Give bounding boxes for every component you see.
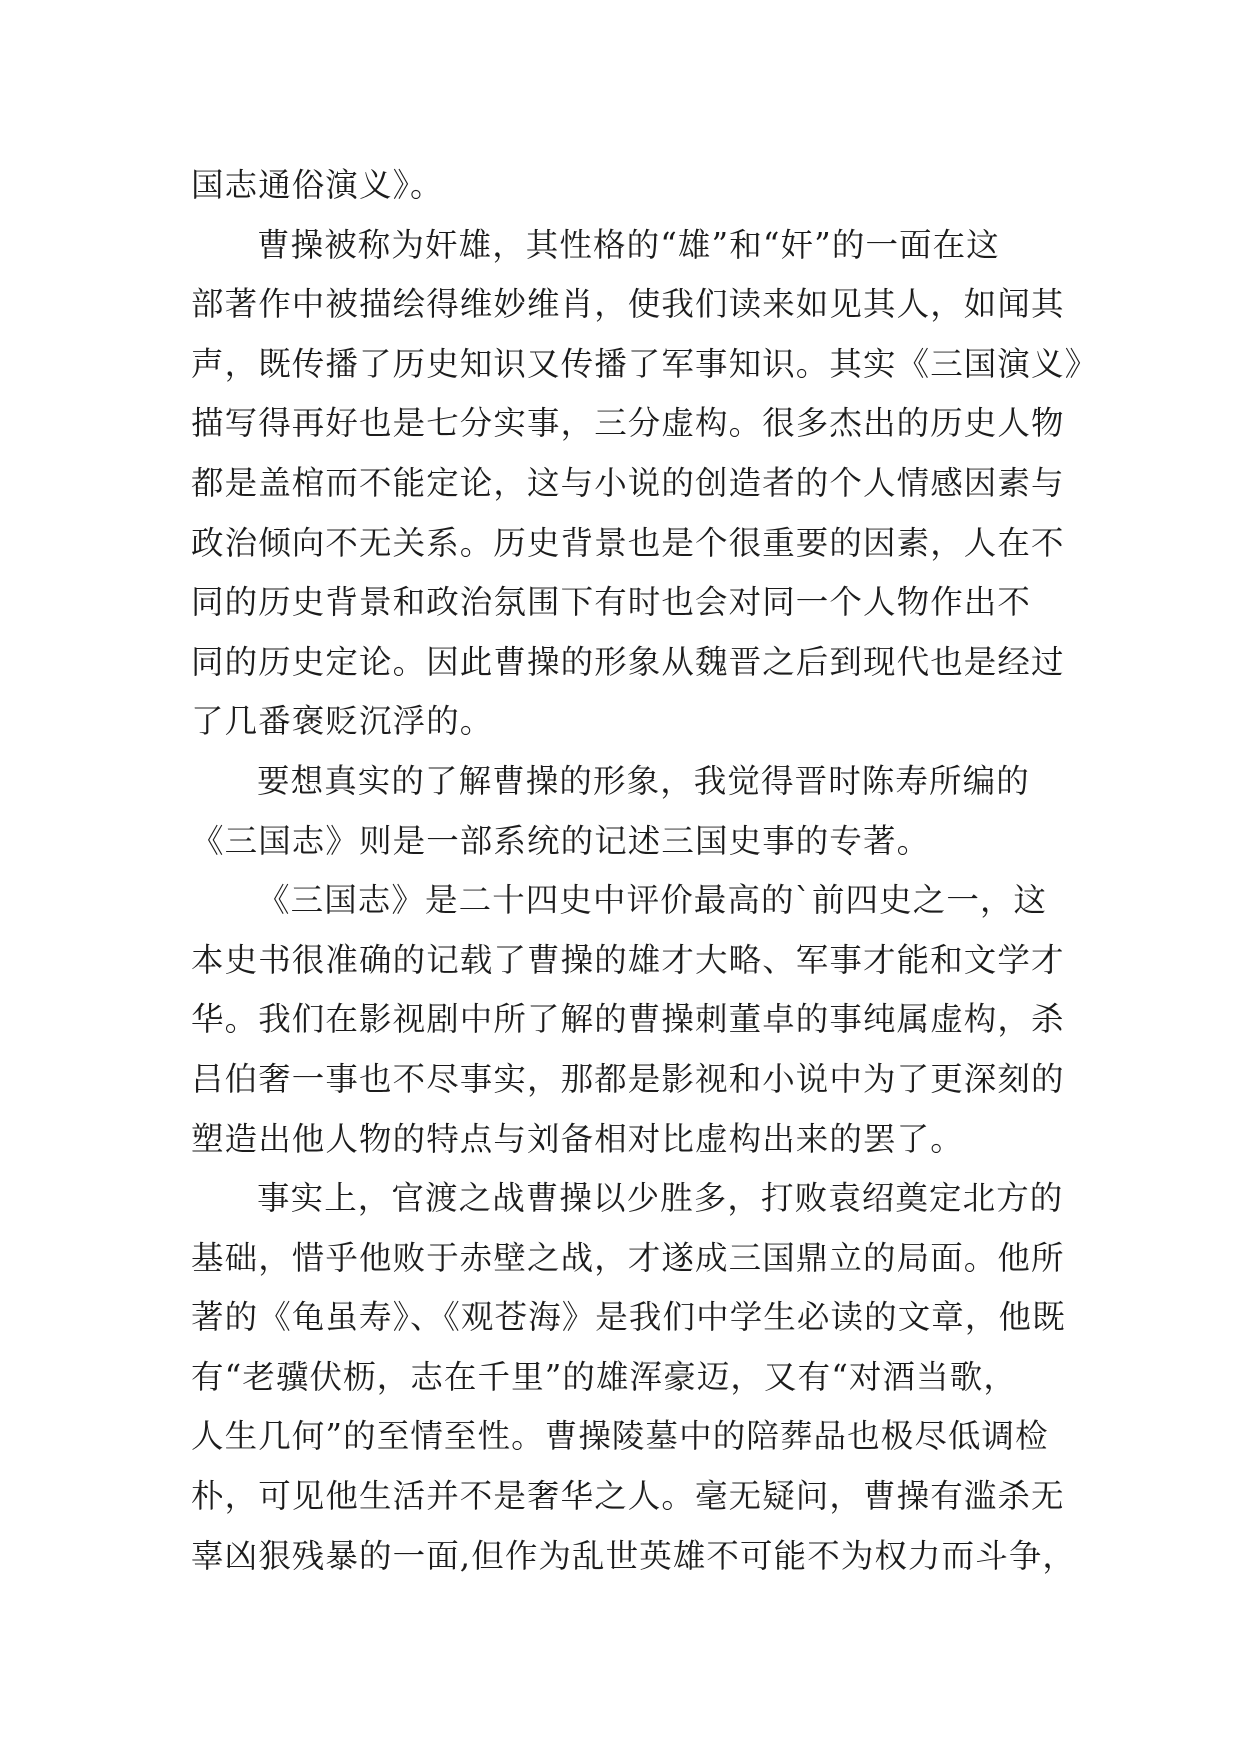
text-line: 辜凶狠残暴的一面,但作为乱世英雄不可能不为权力而斗争， [191,1536,1077,1575]
text-line: 人生几何”的至情至性。曹操陵墓中的陪葬品也极尽低调检 [191,1417,1049,1456]
text-line: 描写得再好也是七分实事，三分虚构。很多杰出的历史人物 [191,404,1065,443]
paragraph-first-line: 要想真实的了解曹操的形象，我觉得晋时陈寿所编的 [257,761,1030,800]
paragraph-first-line: 《三国志》是二十四史中评价最高的`前四史之一，这 [257,881,1048,920]
text-line: 同的历史定论。因此曹操的形象从魏晋之后到现代也是经过 [191,642,1065,681]
paragraph-first-line: 事实上，官渡之战曹操以少胜多，打败袁绍奠定北方的 [257,1179,1064,1218]
text-line: 本史书很准确的记载了曹操的雄才大略、军事才能和文学才 [191,940,1065,979]
paragraph-first-line: 曹操被称为奸雄，其性格的“雄”和“奸”的一面在这 [257,225,1000,264]
text-line: 都是盖棺而不能定论，这与小说的创造者的个人情感因素与 [191,463,1065,502]
text-line: 声，既传播了历史知识又传播了军事知识。其实《三国演义》 [191,344,1099,383]
document-body [191,156,1099,1586]
text-line: 了几番褒贬沉浮的。 [191,702,494,741]
text-line: 基础，惜乎他败于赤壁之战，才遂成三国鼎立的局面。他所 [191,1238,1065,1277]
text-line: 吕伯奢一事也不尽事实，那都是影视和小说中为了更深刻的 [191,1059,1065,1098]
text-line: 政治倾向不无关系。历史背景也是个很重要的因素，人在不 [191,523,1065,562]
text-line: 同的历史背景和政治氛围下有时也会对同一个人物作出不 [191,583,1032,622]
text-line: 部著作中被描绘得维妙维肖，使我们读来如见其人，如闻其 [191,285,1065,324]
text-line: 朴，可见他生活并不是奢华之人。毫无疑问，曹操有滥杀无 [191,1477,1065,1516]
text-line: 著的《龟虽寿》、《观苍海》是我们中学生必读的文章，他既 [191,1298,1066,1337]
text-line: 有“老骥伏枥，志在千里”的雄浑豪迈，又有“对酒当歌， [191,1357,1017,1396]
text-line: 华。我们在影视剧中所了解的曹操刺董卓的事纯属虚构，杀 [191,1000,1065,1039]
text-line: 《三国志》则是一部系统的记述三国史事的专著。 [191,821,931,860]
text-line: 国志通俗演义》。 [191,166,444,204]
text-line: 塑造出他人物的特点与刘备相对比虚构出来的罢了。 [191,1119,964,1158]
